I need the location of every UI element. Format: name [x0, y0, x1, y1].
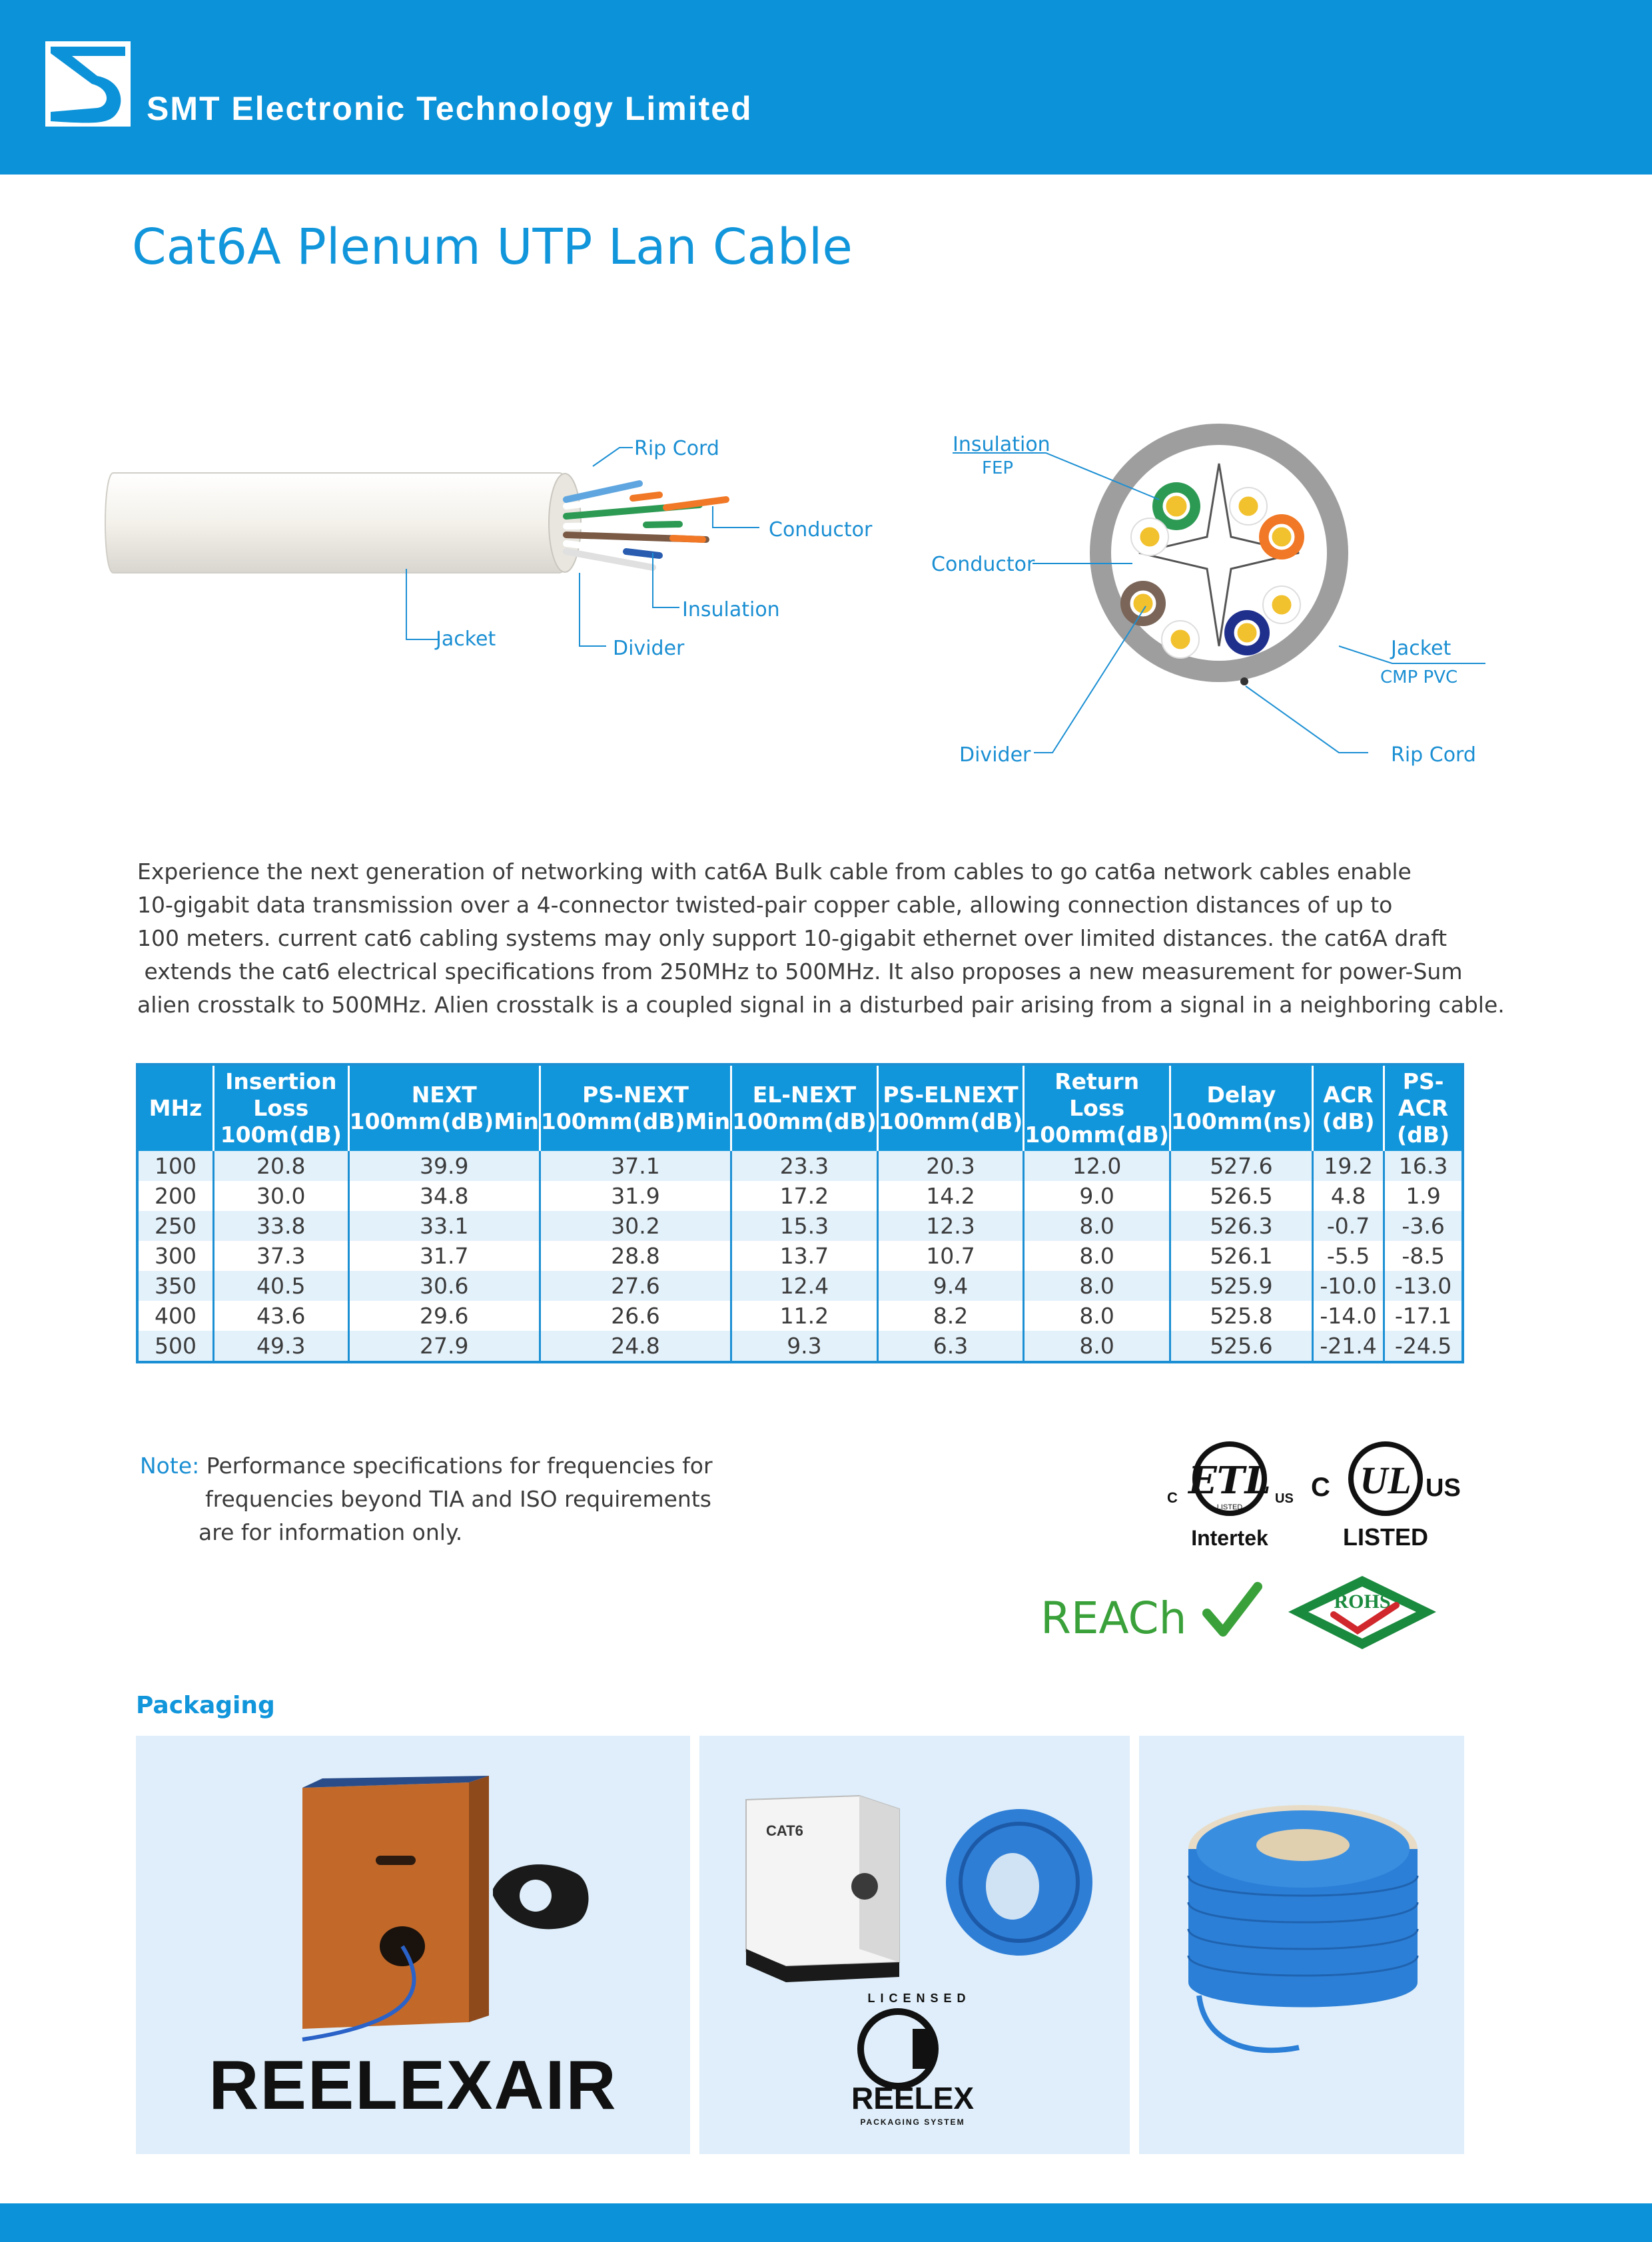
table-cell: 525.9	[1170, 1271, 1312, 1301]
table-row	[137, 1151, 1463, 1181]
table-row	[137, 1181, 1463, 1211]
table-cell: -10.0	[1312, 1271, 1384, 1301]
table-cell: 200	[137, 1181, 213, 1211]
table-row	[137, 1211, 1463, 1241]
table-cell: 39.9	[348, 1151, 540, 1181]
table-cell: 8.0	[1024, 1241, 1170, 1271]
description-line: Experience the next generation of networking with cat6A Bulk cable from cables to go cat6a network cables enable	[137, 859, 1412, 885]
col-header-delay: Delay 100mm(ns)	[1170, 1064, 1312, 1151]
table-cell: 33.8	[213, 1211, 348, 1241]
table-cell: 13.7	[731, 1241, 878, 1271]
table-row	[137, 1241, 1463, 1271]
note-label: Note:	[140, 1453, 200, 1479]
smt-s-logo-icon	[45, 41, 131, 127]
table-cell: 526.1	[1170, 1241, 1312, 1271]
label-cs-insulation-material: FEP	[982, 458, 1014, 478]
label-cs-jacket: Jacket	[1391, 637, 1451, 660]
table-cell: 527.6	[1170, 1151, 1312, 1181]
table-cell: 12.0	[1024, 1151, 1170, 1181]
label-conductor: Conductor	[769, 518, 873, 542]
table-cell: 12.4	[731, 1271, 878, 1301]
label-cs-conductor: Conductor	[931, 553, 1035, 576]
table-cell: -14.0	[1312, 1301, 1384, 1331]
table-cell: 9.4	[877, 1271, 1024, 1301]
label-cs-insulation: Insulation	[953, 433, 1050, 456]
svg-text:C: C	[1311, 1473, 1330, 1502]
col-header-ps-elnext: PS-ELNEXT 100mm(dB)	[877, 1064, 1024, 1151]
table-cell: -0.7	[1312, 1211, 1384, 1241]
page-title: Cat6A Plenum UTP Lan Cable	[132, 218, 853, 276]
table-cell: 33.1	[348, 1211, 540, 1241]
svg-text:US: US	[1275, 1491, 1294, 1506]
label-cs-divider: Divider	[959, 743, 1031, 767]
cable-spool-image	[1139, 1736, 1464, 2154]
table-cell: 526.3	[1170, 1211, 1312, 1241]
packaging-panel-reelex-box	[699, 1736, 1130, 2154]
table-cell: 43.6	[213, 1301, 348, 1331]
table-cell: 1.9	[1384, 1181, 1463, 1211]
table-cell: 17.2	[731, 1181, 878, 1211]
svg-text:REELEX: REELEX	[851, 2081, 975, 2115]
table-cell: 23.3	[731, 1151, 878, 1181]
table-header-row	[137, 1064, 1463, 1151]
description-line: extends the cat6 electrical specifications from 250MHz to 500MHz. It also proposes a new measurement for power-Sum	[137, 958, 1463, 984]
table-cell: 11.2	[731, 1301, 878, 1331]
table-cell: 100	[137, 1151, 213, 1181]
table-cell: 24.8	[540, 1331, 731, 1362]
table-cell: 30.2	[540, 1211, 731, 1241]
table-row	[137, 1271, 1463, 1301]
table-cell: 8.0	[1024, 1301, 1170, 1331]
svg-text:C: C	[1167, 1489, 1178, 1506]
svg-text:LICENSED: LICENSED	[867, 1992, 971, 2005]
svg-text:LISTED: LISTED	[1216, 1503, 1243, 1511]
table-cell: 14.2	[877, 1181, 1024, 1211]
ul-listed-logo	[1306, 1439, 1465, 1552]
table-cell: 8.0	[1024, 1331, 1170, 1362]
label-divider: Divider	[613, 637, 685, 660]
note-line: are for information only.	[199, 1519, 463, 1545]
table-cell: 400	[137, 1301, 213, 1331]
table-cell: -5.5	[1312, 1241, 1384, 1271]
label-rip-cord: Rip Cord	[634, 437, 719, 460]
svg-text:LISTED: LISTED	[1342, 1523, 1429, 1551]
table-cell: 27.6	[540, 1271, 731, 1301]
svg-text:REELEXAIR: REELEXAIR	[208, 2047, 618, 2124]
header-bar	[0, 0, 1652, 175]
table-cell: 26.6	[540, 1301, 731, 1331]
table-cell: 40.5	[213, 1271, 348, 1301]
table-cell: 16.3	[1384, 1151, 1463, 1181]
spec-table	[136, 1063, 1464, 1363]
col-header-return-loss: Return Loss 100mm(dB)	[1024, 1064, 1170, 1151]
svg-text:REACh: REACh	[1040, 1593, 1187, 1644]
table-cell: 526.5	[1170, 1181, 1312, 1211]
table-cell: 27.9	[348, 1331, 540, 1362]
table-cell: 30.6	[348, 1271, 540, 1301]
description-line: 100 meters. current cat6 cabling systems may only support 10-gigabit ethernet over limited distances. the cat6A draft	[137, 925, 1447, 951]
col-header-insertion-loss: Insertion Loss 100m(dB)	[213, 1064, 348, 1151]
table-cell: 4.8	[1312, 1181, 1384, 1211]
table-cell: 37.1	[540, 1151, 731, 1181]
label-cs-rip-cord: Rip Cord	[1391, 743, 1476, 767]
table-cell: 8.0	[1024, 1271, 1170, 1301]
svg-text:CAT6: CAT6	[766, 1822, 803, 1839]
description-line: 10-gigabit data transmission over a 4-connector twisted-pair copper cable, allowing connection distances of up to	[137, 892, 1393, 918]
table-cell: 10.7	[877, 1241, 1024, 1271]
footer-bar	[0, 2203, 1652, 2242]
packaging-panel-spool	[1139, 1736, 1464, 2154]
table-row	[137, 1301, 1463, 1331]
product-description	[137, 855, 1523, 1022]
description-line: alien crosstalk to 500MHz. Alien crosstalk is a coupled signal in a disturbed pair arising from a signal in a neighboring cable.	[137, 992, 1505, 1018]
table-cell: 8.2	[877, 1301, 1024, 1331]
company-name: SMT Electronic Technology Limited	[147, 90, 753, 127]
col-header-acr: ACR (dB)	[1312, 1064, 1384, 1151]
svg-text:Intertek: Intertek	[1191, 1526, 1268, 1550]
table-cell: -24.5	[1384, 1331, 1463, 1362]
table-cell: 28.8	[540, 1241, 731, 1271]
col-header-ps-acr: PS-ACR (dB)	[1384, 1064, 1463, 1151]
table-cell: 12.3	[877, 1211, 1024, 1241]
label-insulation: Insulation	[682, 598, 780, 621]
note-line: frequencies beyond TIA and ISO requirements	[205, 1486, 711, 1512]
table-cell: 20.3	[877, 1151, 1024, 1181]
table-cell: 350	[137, 1271, 213, 1301]
reelex-box-coil-image	[699, 1736, 1130, 2154]
svg-text:PACKAGING SYSTEM: PACKAGING SYSTEM	[860, 2117, 965, 2127]
table-cell: 9.3	[731, 1331, 878, 1362]
reach-logo	[1039, 1579, 1266, 1645]
table-cell: -13.0	[1384, 1271, 1463, 1301]
table-cell: 500	[137, 1331, 213, 1362]
table-cell: 15.3	[731, 1211, 878, 1241]
table-cell: 9.0	[1024, 1181, 1170, 1211]
packaging-title: Packaging	[136, 1692, 275, 1719]
table-cell: 31.7	[348, 1241, 540, 1271]
note-line: Performance specifications for frequencies for	[206, 1453, 713, 1479]
table-cell: 300	[137, 1241, 213, 1271]
svg-text:ETL: ETL	[1188, 1459, 1271, 1503]
packaging-panel-reelex-air	[136, 1736, 690, 2154]
table-cell: 37.3	[213, 1241, 348, 1271]
etl-intertek-logo	[1152, 1439, 1312, 1552]
label-jacket: Jacket	[436, 627, 496, 651]
table-cell: 34.8	[348, 1181, 540, 1211]
table-cell: 29.6	[348, 1301, 540, 1331]
table-cell: 31.9	[540, 1181, 731, 1211]
svg-text:UL: UL	[1360, 1459, 1412, 1502]
reelex-air-box-image	[136, 1736, 690, 2154]
table-cell: 6.3	[877, 1331, 1024, 1362]
table-cell: -21.4	[1312, 1331, 1384, 1362]
col-header-el-next: EL-NEXT 100mm(dB)	[731, 1064, 878, 1151]
table-cell: 49.3	[213, 1331, 348, 1362]
note	[140, 1449, 713, 1549]
table-cell: -3.6	[1384, 1211, 1463, 1241]
svg-text:ROHS: ROHS	[1334, 1591, 1391, 1613]
label-cs-jacket-material: CMP PVC	[1380, 667, 1458, 687]
table-cell: 525.8	[1170, 1301, 1312, 1331]
table-cell: 19.2	[1312, 1151, 1384, 1181]
rohs-logo	[1286, 1573, 1439, 1652]
table-cell: 8.0	[1024, 1211, 1170, 1241]
table-cell: -8.5	[1384, 1241, 1463, 1271]
table-cell: 250	[137, 1211, 213, 1241]
col-header-ps-next: PS-NEXT 100mm(dB)Min	[540, 1064, 731, 1151]
table-cell: 30.0	[213, 1181, 348, 1211]
table-cell: -17.1	[1384, 1301, 1463, 1331]
table-row	[137, 1331, 1463, 1362]
svg-text:US: US	[1426, 1474, 1461, 1502]
table-cell: 525.6	[1170, 1331, 1312, 1362]
table-cell: 20.8	[213, 1151, 348, 1181]
col-header-next: NEXT 100mm(dB)Min	[348, 1064, 540, 1151]
col-header-mhz: MHz	[137, 1064, 213, 1151]
